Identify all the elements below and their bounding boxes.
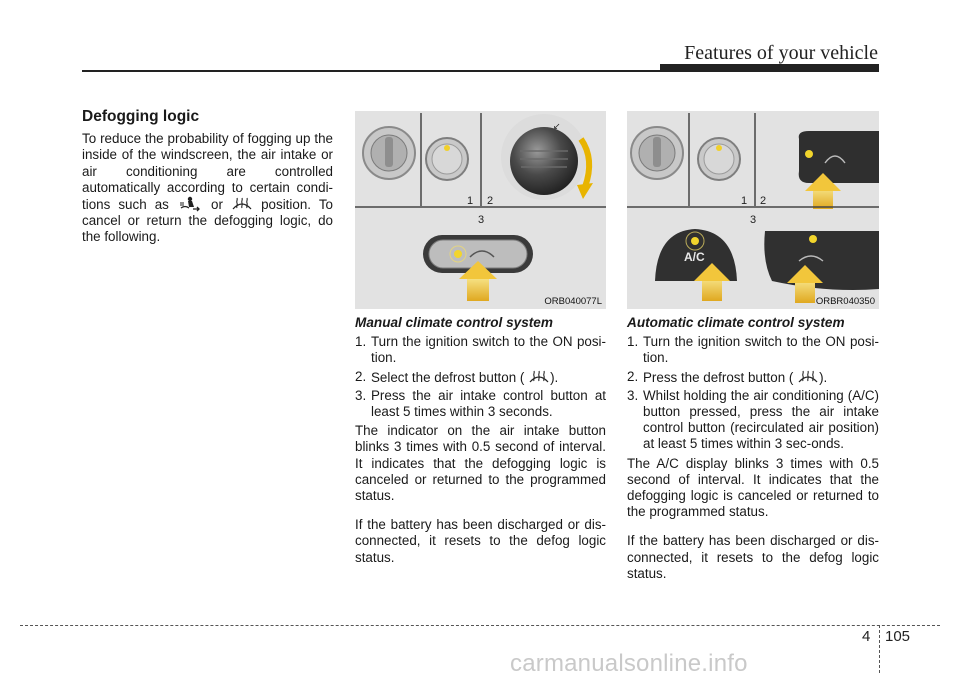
manual-heading: Manual climate control system bbox=[355, 315, 553, 330]
manual-para-2: If the battery has been discharged or dis-connected, it resets to the defog logic status. bbox=[355, 517, 606, 565]
intro-text-or: or bbox=[211, 197, 223, 213]
auto-heading: Automatic climate control system bbox=[627, 315, 845, 330]
step-item bbox=[627, 334, 879, 366]
step-text: Whilst holding the air conditioning (A/C) button pressed, press the air intake control button (recirculated air position) at least 5 times within 3 sec-onds. bbox=[643, 387, 879, 452]
step-number: 1. bbox=[355, 334, 367, 350]
intro-text-1: To reduce the probability of fogging up the inside of the windscreen, the air intake or air conditioning are controlled automatically according to certain condi- bbox=[82, 131, 333, 195]
figure-label-1: 1 bbox=[467, 195, 474, 207]
defrost-icon bbox=[231, 196, 253, 212]
defrost-icon bbox=[528, 369, 550, 385]
manual-para-1: The indicator on the air intake button blinks 3 times with 0.5 second of interval. It indicates that the defogging logic is canceled or returned to the programmed status. bbox=[355, 423, 606, 504]
auto-control-illustration bbox=[627, 111, 879, 309]
auto-para-1: The A/C display blinks 3 times with 0.5 second of interval. It indicates that the defogging logic is canceled or returned to the programmed status. bbox=[627, 455, 879, 520]
step-number: 3. bbox=[355, 387, 367, 403]
face-floor-defrost-icon bbox=[177, 196, 203, 212]
step-text: Turn the ignition switch to the ON posi-tion. bbox=[643, 334, 879, 366]
figure-code: ORBR040350 bbox=[815, 296, 875, 307]
intro-paragraph bbox=[82, 131, 333, 245]
auto-control-figure bbox=[627, 111, 879, 309]
auto-steps bbox=[627, 334, 879, 452]
step-item bbox=[355, 388, 606, 420]
svg-text:↙: ↙ bbox=[553, 121, 561, 131]
auto-para-2: If the battery has been discharged or dis-connected, it resets to the defog logic status. bbox=[627, 533, 879, 581]
step-item bbox=[627, 369, 879, 386]
figure-label-3: 3 bbox=[478, 214, 485, 226]
step-text: ). bbox=[819, 369, 828, 385]
step-text: Turn the ignition switch to the ON posi-tion. bbox=[371, 334, 606, 366]
footer-rule bbox=[20, 625, 940, 626]
figure-label-2: 2 bbox=[760, 195, 767, 207]
figure-label-1: 1 bbox=[741, 195, 748, 207]
section-number: 4 bbox=[862, 628, 871, 645]
page-header-title: Features of your vehicle bbox=[684, 42, 878, 64]
section-heading: Defogging logic bbox=[82, 108, 200, 125]
step-number: 2. bbox=[627, 368, 639, 384]
step-item bbox=[627, 388, 879, 453]
ac-button-label: A/C bbox=[684, 250, 705, 264]
manual-steps bbox=[355, 334, 606, 420]
left-column bbox=[82, 109, 333, 246]
footer-divider bbox=[879, 625, 880, 673]
figure-code: ORB040077L bbox=[544, 296, 602, 307]
step-item bbox=[355, 334, 606, 366]
figure-label-2: 2 bbox=[487, 195, 494, 207]
page-number: 105 bbox=[885, 628, 911, 645]
step-number: 2. bbox=[355, 368, 367, 384]
step-text: Press the air intake control button at least 5 times within 3 seconds. bbox=[371, 387, 606, 420]
manual-column bbox=[355, 315, 606, 566]
figure-label-3: 3 bbox=[750, 214, 757, 226]
intro-text-2: tions such as bbox=[82, 197, 169, 213]
step-item bbox=[355, 369, 606, 386]
step-number: 3. bbox=[627, 387, 639, 403]
manual-control-illustration bbox=[355, 111, 606, 309]
step-text: ). bbox=[550, 369, 559, 385]
defrost-icon bbox=[797, 369, 819, 385]
step-text: Press the defrost button ( bbox=[643, 369, 794, 385]
watermark: carmanualsonline.info bbox=[510, 650, 748, 677]
auto-column bbox=[627, 315, 879, 582]
intro-text-3: position. To cancel or return the defogging logic, do the following. bbox=[82, 197, 333, 245]
manual-control-figure bbox=[355, 111, 606, 309]
step-number: 1. bbox=[627, 334, 639, 350]
header-rule bbox=[82, 70, 879, 72]
step-text: Select the defrost button ( bbox=[371, 369, 525, 385]
